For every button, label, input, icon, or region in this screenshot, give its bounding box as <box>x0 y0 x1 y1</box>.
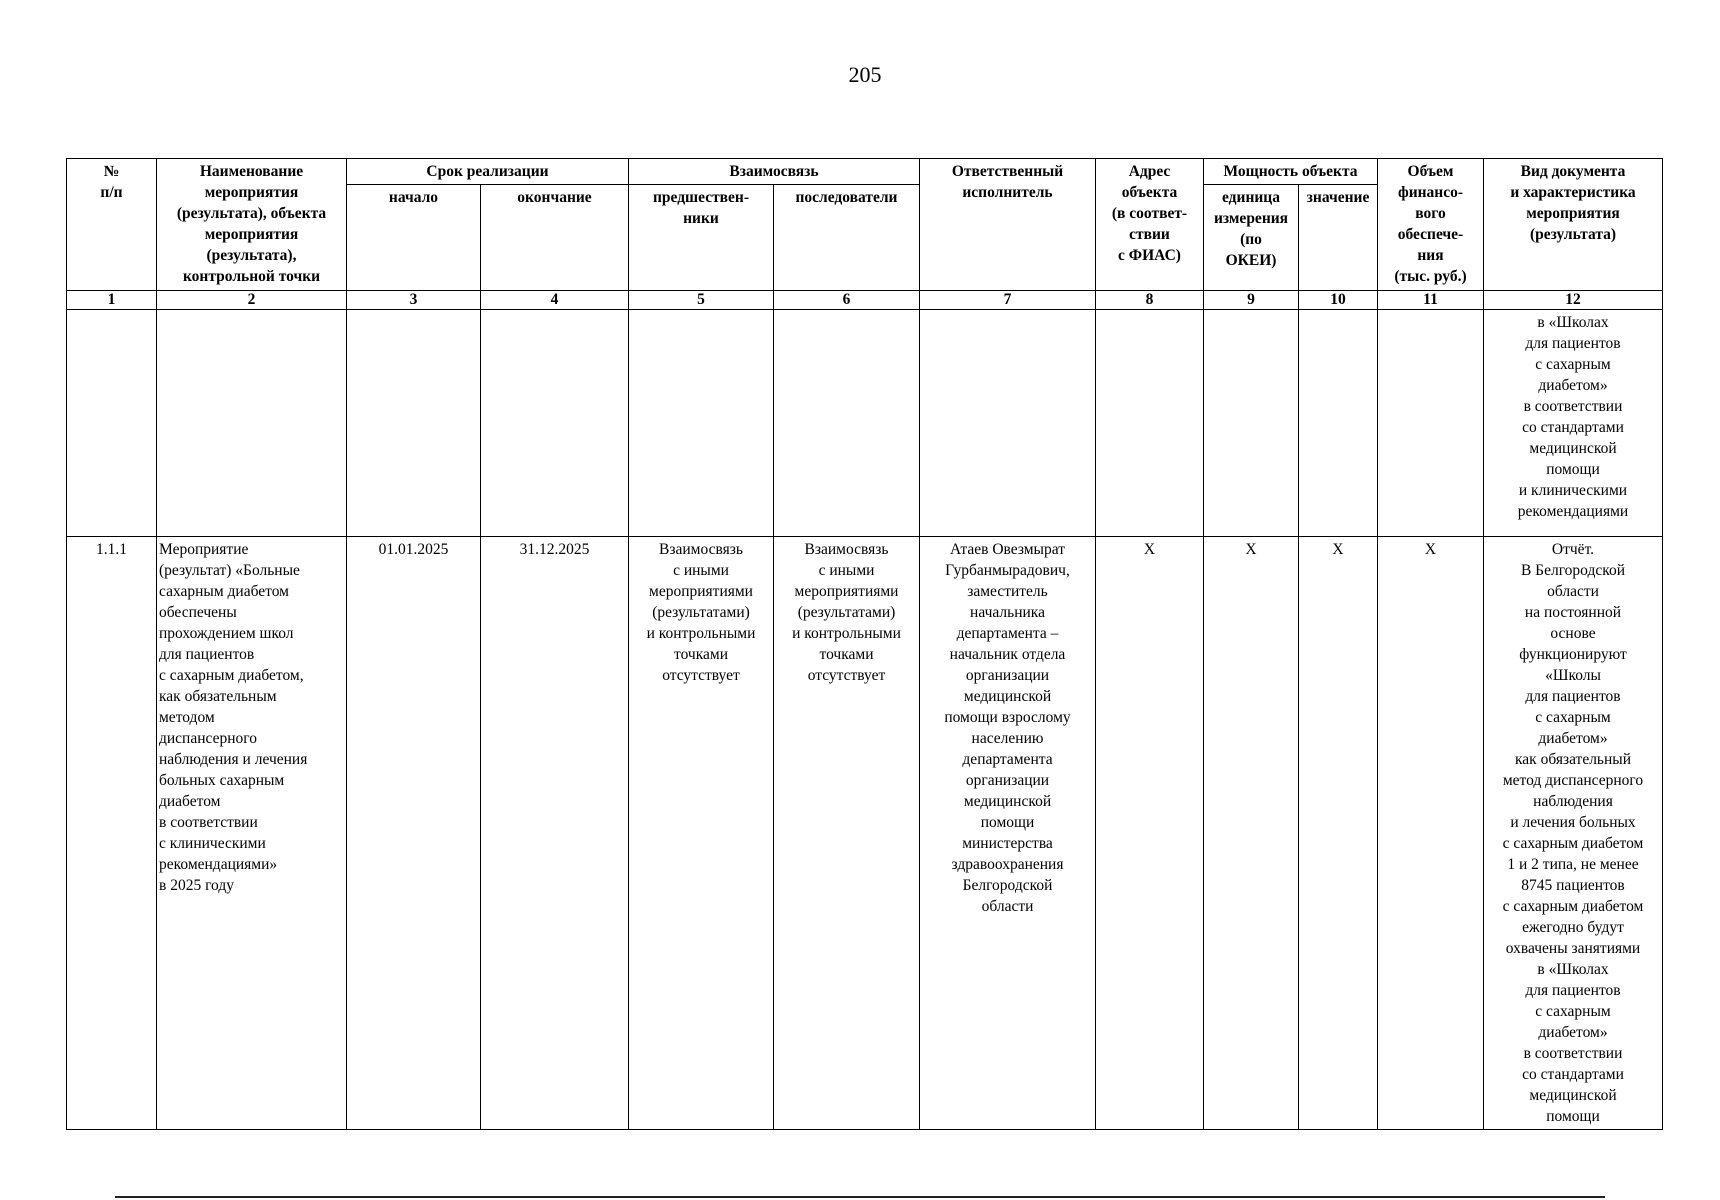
row-end-date: 31.12.2025 <box>481 537 629 1130</box>
row-num: 1.1.1 <box>67 537 157 1130</box>
row-start-date: 01.01.2025 <box>347 537 481 1130</box>
header-term-end: окончание <box>481 185 629 291</box>
continuation-row <box>67 310 1663 537</box>
row-name: Мероприятие (результат) «Больные сахарным диабетом обеспечены прохождением школ для пациентов с сахарным диабетом, как обязательным методом диспансерного наблюдения и лечения больных сахарным диабетом в соответствии с клиническими рекомендациями» в 2025 году <box>157 537 347 1130</box>
header-capacity-unit: единица измерения (по ОКЕИ) <box>1204 185 1299 291</box>
row-unit: Х <box>1204 537 1299 1130</box>
header-term-start: начало <box>347 185 481 291</box>
column-numbers-row <box>67 291 1663 310</box>
column-number: 9 <box>1204 291 1299 310</box>
table-header <box>67 159 1663 291</box>
column-number: 7 <box>920 291 1096 310</box>
empty-cell <box>1096 310 1204 537</box>
empty-cell <box>629 310 774 537</box>
empty-cell <box>67 310 157 537</box>
empty-cell <box>1204 310 1299 537</box>
empty-cell <box>157 310 347 537</box>
page-number: 205 <box>848 62 882 87</box>
empty-cell <box>920 310 1096 537</box>
row-finance: Х <box>1378 537 1484 1130</box>
continuation-doc-type: в «Школах для пациентов с сахарным диабетом» в соответствии со стандартами медицинской помощи и клиническими рекомендациями <box>1484 310 1663 537</box>
activities-table <box>66 158 1663 1130</box>
column-number: 10 <box>1299 291 1378 310</box>
header-link-pred: предшествен- ники <box>629 185 774 291</box>
header-responsible: Ответственный исполнитель <box>920 159 1096 291</box>
row-address: Х <box>1096 537 1204 1130</box>
row-predecessors: Взаимосвязь с иными мероприятиями (результатами) и контрольными точками отсутствует <box>629 537 774 1130</box>
empty-cell <box>347 310 481 537</box>
empty-cell <box>774 310 920 537</box>
column-number: 4 <box>481 291 629 310</box>
empty-cell <box>1378 310 1484 537</box>
header-link-group: Взаимосвязь <box>629 159 920 185</box>
header-capacity-value: значение <box>1299 185 1378 291</box>
row-successors: Взаимосвязь с иными мероприятиями (результатами) и контрольными точками отсутствует <box>774 537 920 1130</box>
column-number: 1 <box>67 291 157 310</box>
header-finance: Объем финансо- вого обеспече- ния (тыс. руб.) <box>1378 159 1484 291</box>
row-responsible: Атаев Овезмырат Гурбанмырадович, заместитель начальника департамента – начальник отдела организации медицинской помощи взрослому населению департамента организации медицинской помощи министерства здравоохранения Белгородской области <box>920 537 1096 1130</box>
table-row <box>67 537 1663 1130</box>
column-number: 2 <box>157 291 347 310</box>
column-number: 6 <box>774 291 920 310</box>
column-number: 11 <box>1378 291 1484 310</box>
row-doc-type: Отчёт. В Белгородской области на постоянной основе функционируют «Школы для пациентов с сахарным диабетом» как обязательный метод диспансерного наблюдения и лечения больных с сахарным диабетом 1 и 2 типа, не менее 8745 пациентов с сахарным диабетом ежегодно будут охвачены занятиями в «Школах для пациентов с сахарным диабетом» в соответствии со стандартами медицинской помощи <box>1484 537 1663 1130</box>
header-capacity-group: Мощность объекта <box>1204 159 1378 185</box>
header-address: Адрес объекта (в соответ- ствии с ФИАС) <box>1096 159 1204 291</box>
column-number: 12 <box>1484 291 1663 310</box>
column-number: 3 <box>347 291 481 310</box>
header-link-succ: последователи <box>774 185 920 291</box>
empty-cell <box>1299 310 1378 537</box>
scan-edge-line <box>115 1196 1605 1198</box>
row-value: Х <box>1299 537 1378 1130</box>
header-term-group: Срок реализации <box>347 159 629 185</box>
column-number: 5 <box>629 291 774 310</box>
header-doc-type: Вид документа и характеристика мероприятия (результата) <box>1484 159 1663 291</box>
header-num: № п/п <box>67 159 157 291</box>
empty-cell <box>481 310 629 537</box>
header-name: Наименование мероприятия (результата), объекта мероприятия (результата), контрольной точки <box>157 159 347 291</box>
column-number: 8 <box>1096 291 1204 310</box>
